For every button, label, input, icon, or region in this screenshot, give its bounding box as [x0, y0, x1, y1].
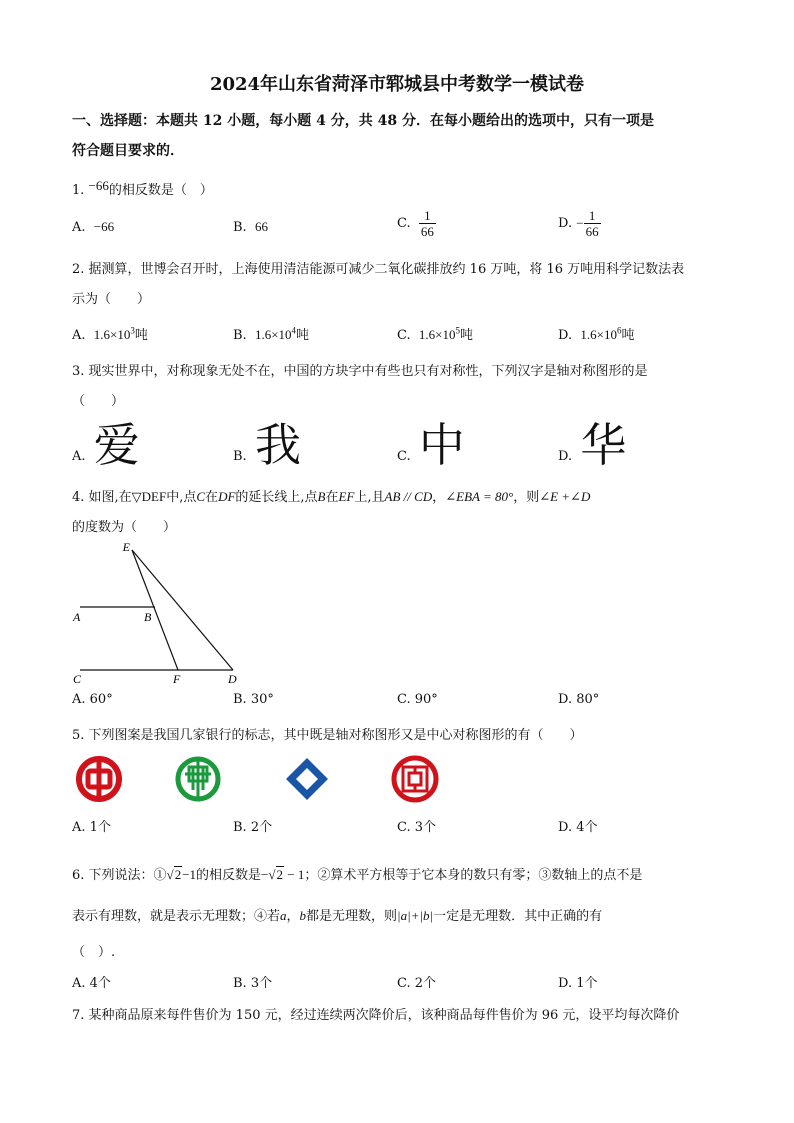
- q1-option-c[interactable]: C. $\frac{1}{66}$: [397, 208, 434, 239]
- q4-option-a[interactable]: A. 60°: [72, 692, 113, 707]
- q3-option-d[interactable]: D. 华: [558, 418, 627, 472]
- q2-stem: 2. 据测算，世博会召开时，上海使用清洁能源可减少二氧化碳排放约 16 万吨，将 16 万吨用科学记数法表: [72, 262, 685, 277]
- q2-option-d[interactable]: D. $1.6\times 10^6$吨: [558, 325, 635, 343]
- q1-stem: [72, 178, 213, 198]
- q1-option-b[interactable]: B. 66: [233, 219, 268, 235]
- hanzi-hua: 华: [580, 418, 627, 472]
- q5-option-b[interactable]: B. 2个: [233, 820, 273, 835]
- q1-value: −66: [88, 178, 109, 193]
- q2-option-a[interactable]: A. $1.6\times 10^3$吨: [72, 325, 148, 343]
- section-heading-cont: 符合题目要求的．: [72, 143, 184, 159]
- q3-option-b[interactable]: B. 我: [233, 418, 301, 472]
- fraction: $\frac{1}{66}$: [420, 208, 434, 239]
- q6-option-d[interactable]: D. 1个: [558, 976, 598, 991]
- icbc-logo: [390, 754, 440, 804]
- q5-option-d[interactable]: D. 4个: [558, 820, 598, 835]
- q6-option-b[interactable]: B. 3个: [233, 976, 273, 991]
- q3-option-c[interactable]: C. 中: [397, 418, 465, 472]
- q3-stem: 3. 现实世界中，对称现象无处不在，中国的方块字中有些也只有对称性，下列汉字是轴对称图形的是: [72, 364, 648, 379]
- q4-option-b[interactable]: B. 30°: [233, 692, 274, 707]
- q3-option-a[interactable]: A. 爱: [72, 418, 140, 472]
- q1-number: 1.: [72, 183, 85, 198]
- bank-of-china-logo: [74, 754, 124, 804]
- label-e: E: [122, 540, 130, 554]
- q4-stem-cont: 的度数为（ ）: [72, 520, 177, 535]
- q5-stem: 5. 下列图案是我国几家银行的标志，其中既是轴对称图形又是中心对称图形的有（ ）: [72, 728, 583, 743]
- hanzi-zhong: 中: [418, 418, 465, 472]
- q5-option-c[interactable]: C. 3个: [397, 820, 437, 835]
- q3-stem-cont: （ ）: [72, 394, 125, 409]
- q5-option-a[interactable]: A. 1个: [72, 820, 111, 835]
- bank-of-communications-logo: [282, 754, 332, 804]
- q6-option-c[interactable]: C. 2个: [397, 976, 437, 991]
- fraction: $\frac{1}{66}$: [585, 208, 599, 239]
- page-title: 2024年山东省菏泽市郓城县中考数学一模试卷: [209, 74, 585, 95]
- label-a: A: [73, 610, 81, 624]
- label-f: F: [173, 672, 181, 686]
- label-d: D: [228, 672, 237, 686]
- label-c: C: [73, 672, 82, 686]
- hanzi-wo: 我: [254, 418, 301, 472]
- q6-option-a[interactable]: A. 4个: [72, 976, 111, 991]
- q4-stem: 4. 如图,在▽DEF中,点C在DF的延长线上,点B在EF上,且AB // CD，∠EBA = 80°，则∠E +∠D: [72, 489, 591, 505]
- hanzi-ai: 爱: [93, 418, 140, 472]
- q6-stem-end: （ ）.: [72, 945, 116, 960]
- q2-option-c[interactable]: C. $1.6\times 10^5$吨: [397, 325, 473, 343]
- section-heading: 一、选择题：本题共 12 小题，每小题 4 分，共 48 分．在每小题给出的选项中，只有一项是: [72, 113, 654, 129]
- q7-stem: 7. 某种商品原来每件售价为 150 元，经过连续两次降价后，该种商品每件售价为 96 元，设平均每次降价: [72, 1008, 680, 1023]
- q4-option-d[interactable]: D. 80°: [558, 692, 600, 707]
- q4-option-c[interactable]: C. 90°: [397, 692, 438, 707]
- q1-text: 的相反数是（ ）: [108, 183, 213, 198]
- q6-stem-cont: 表示有理数，就是表示无理数；④若a，b都是无理数，则|a|+|b|一定是无理数．其中正确的有: [72, 908, 603, 924]
- q4-geometry-figure: [70, 538, 250, 688]
- q1-option-a[interactable]: A. −66: [72, 219, 115, 235]
- q1-option-d[interactable]: D. − $\frac{1}{66}$: [558, 208, 599, 239]
- q6-stem: 6. 下列说法：①√2−1的相反数是−√2 − 1；②算术平方根等于它本身的数只有零；③数轴上的点不是: [72, 867, 643, 883]
- q2-stem-cont: 示为（ ）: [72, 292, 151, 307]
- label-b: B: [144, 610, 152, 624]
- segment-ef: [132, 550, 178, 670]
- agricultural-bank-logo: [173, 754, 223, 804]
- q2-option-b[interactable]: B. $1.6\times 10^4$吨: [233, 325, 310, 343]
